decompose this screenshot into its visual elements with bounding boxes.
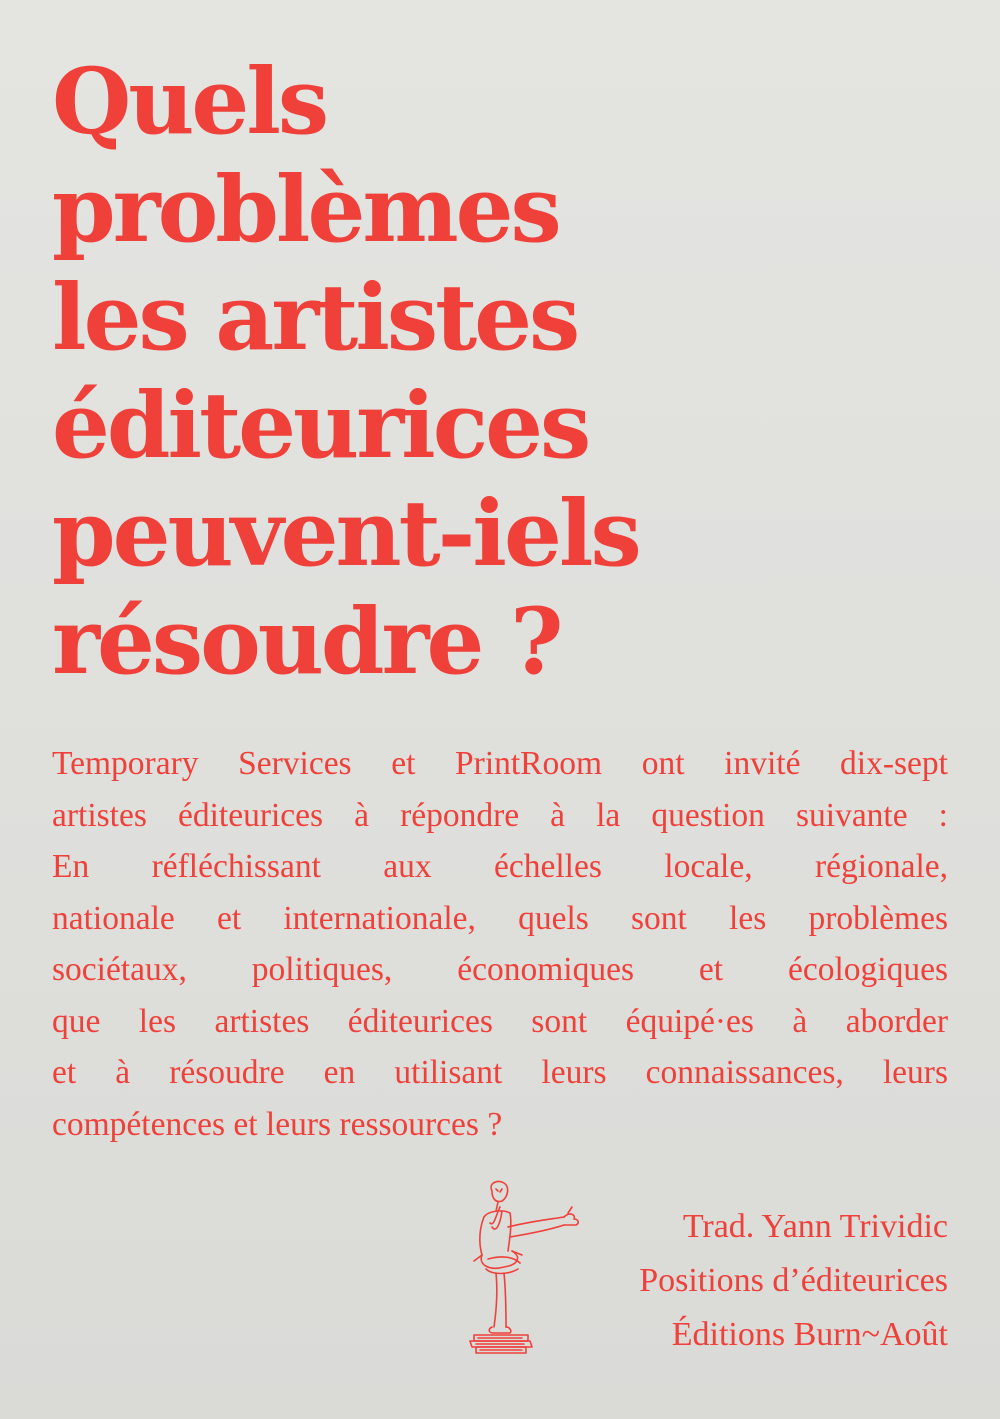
colophon (528, 1200, 948, 1362)
intro-line: compétences et leurs ressources ? (52, 1105, 503, 1143)
title-line: résoudre ? (52, 589, 561, 695)
title-line: peuvent-iels (52, 481, 639, 587)
translator-credit: Trad. Yann Trividic (682, 1208, 948, 1245)
intro-line: artistes éditeurices à répondre à la question suivante : (52, 796, 948, 834)
intro-paragraph (52, 738, 948, 1150)
title-line: éditeurices (52, 373, 589, 479)
title-line: problèmes (52, 157, 559, 263)
title-line: les artistes (52, 265, 578, 371)
intro-line: que les artistes éditeurices sont équipé·es à aborder (52, 1002, 948, 1040)
collection-name: Positions d’éditeurices (639, 1262, 948, 1299)
intro-line: sociétaux, politiques, économiques et écologiques (52, 951, 948, 988)
intro-line: En réfléchissant aux échelles locale, régionale, (52, 848, 948, 885)
title-line: Quels (52, 49, 327, 155)
intro-line: nationale et internationale, quels sont les problèmes (52, 899, 948, 937)
cover-title (52, 48, 972, 696)
intro-line: Temporary Services et PrintRoom ont invité dix-sept (52, 745, 948, 782)
intro-line: et à résoudre en utilisant leurs connaissances, leurs (52, 1054, 948, 1091)
publisher-name: Éditions Burn~Août (671, 1316, 948, 1353)
